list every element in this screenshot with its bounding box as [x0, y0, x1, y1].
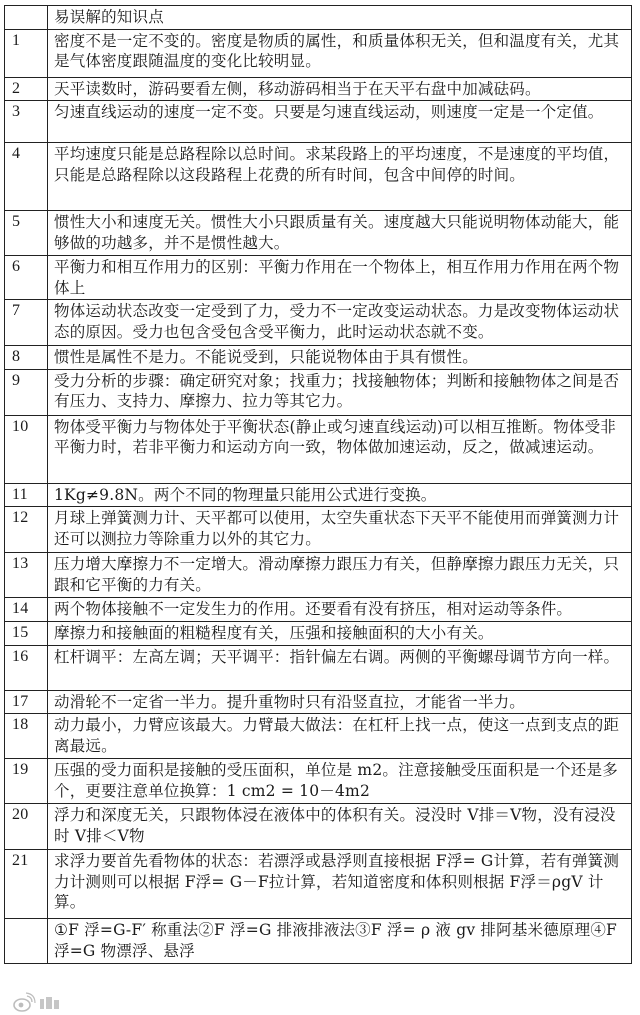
row-text: 物体运动状态改变一定受到了力，受力不一定改变运动状态。力是改变物体运动状态的原因。受力也包含受包含受平衡力，此时运动状态就不变。 — [48, 300, 632, 346]
table-row — [5, 553, 632, 598]
row-text: 匀速直线运动的速度一定不变。只要是匀速直线运动，则速度一定是一个定值。 — [48, 101, 632, 143]
table-row — [5, 346, 632, 370]
row-number: 20 — [5, 804, 48, 850]
table-row — [5, 850, 632, 919]
table-row — [5, 507, 632, 553]
row-number: 5 — [5, 211, 48, 256]
row-text: 惯性是属性不是力。不能说受到，只能说物体由于具有惯性。 — [48, 346, 632, 370]
row-number: 3 — [5, 101, 48, 143]
row-text: 动力最小，力臂应该最大。力臂最大做法：在杠杆上找一点，使这一点到支点的距离最远。 — [48, 714, 632, 759]
row-number: 12 — [5, 507, 48, 553]
table-row — [5, 714, 632, 759]
table-row — [5, 483, 632, 507]
row-text: 平均速度只能是总路程除以总时间。求某段路上的平均速度，不是速度的平均值，只能是总路程除以这段路程上花费的所有时间，包含中间停的时间。 — [48, 143, 632, 211]
row-number: 14 — [5, 598, 48, 622]
row-number: 8 — [5, 346, 48, 370]
row-text: 1Kg≠9.8N。两个不同的物理量只能用公式进行变换。 — [48, 483, 632, 507]
row-number: 2 — [5, 77, 48, 101]
row-number: 15 — [5, 621, 48, 645]
row-number: 11 — [5, 483, 48, 507]
weibo-logo-icon — [12, 991, 88, 1015]
row-text: 惯性大小和速度无关。惯性大小只跟质量有关。速度越大只能说明物体动能大，能够做的功越多，并不是惯性越大。 — [48, 211, 632, 256]
row-text: 受力分析的步骤：确定研究对象；找重力；找接触物体；判断和接触物体之间是否有压力、支持力、摩擦力、拉力等其它力。 — [48, 369, 632, 415]
row-number: 17 — [5, 690, 48, 714]
row-text: 浮力和深度无关，只跟物体浸在液体中的体积有关。浸没时 V排＝V物，没有浸没时 V排＜V物 — [48, 804, 632, 850]
row-text: 杠杆调平：左高左调；天平调平：指针偏左右调。两侧的平衡螺母调节方向一样。 — [48, 645, 632, 690]
table-row — [5, 759, 632, 804]
row-text: 动滑轮不一定省一半力。提升重物时只有沿竖直拉，才能省一半力。 — [48, 690, 632, 714]
table-row — [5, 621, 632, 645]
table-row — [5, 415, 632, 483]
row-text: 月球上弹簧测力计、天平都可以使用，太空失重状态下天平不能使用而弹簧测力计还可以测拉力等除重力以外的其它力。 — [48, 507, 632, 553]
table-row — [5, 29, 632, 77]
row-text: 求浮力要首先看物体的状态：若漂浮或悬浮则直接根据 F浮= G计算，若有弹簧测力计测则可以根据 F浮= G－F拉计算，若知道密度和体积则根据 F浮＝ρgV 计算。 — [48, 850, 632, 919]
row-text: ①F 浮=G-F′ 称重法②F 浮=G 排液排液法③F 浮= ρ 液 gv 排阿基米德原理④F 浮=G 物漂浮、悬浮 — [48, 919, 632, 964]
knowledge-table-body — [5, 6, 632, 964]
row-number: 18 — [5, 714, 48, 759]
row-number: 21 — [5, 850, 48, 919]
knowledge-table-page — [4, 5, 631, 964]
table-row — [5, 143, 632, 211]
table-row — [5, 690, 632, 714]
row-text: 平衡力和相互作用力的区别：平衡力作用在一个物体上，相互作用力作用在两个物体上 — [48, 256, 632, 300]
table-row — [5, 919, 632, 964]
table-row — [5, 369, 632, 415]
row-number: 1 — [5, 29, 48, 77]
table-row — [5, 598, 632, 622]
knowledge-table — [4, 5, 632, 964]
row-number: 6 — [5, 256, 48, 300]
row-number: 13 — [5, 553, 48, 598]
row-number: 7 — [5, 300, 48, 346]
table-row — [5, 211, 632, 256]
table-row — [5, 77, 632, 101]
row-number: 19 — [5, 759, 48, 804]
table-row — [5, 804, 632, 850]
row-text: 物体受平衡力与物体处于平衡状态(静止或匀速直线运动)可以相互推断。物体受非平衡力时，若非平衡力和运动方向一致，物体做加速运动，反之，做减速运动。 — [48, 415, 632, 483]
row-number: 4 — [5, 143, 48, 211]
row-number: 10 — [5, 415, 48, 483]
table-title: 易误解的知识点 — [48, 6, 632, 30]
row-text: 两个物体接触不一定发生力的作用。还要看有没有挤压，相对运动等条件。 — [48, 598, 632, 622]
row-text: 摩擦力和接触面的粗糙程度有关，压强和接触面积的大小有关。 — [48, 621, 632, 645]
row-text: 天平读数时，游码要看左侧，移动游码相当于在天平右盘中加减砝码。 — [48, 77, 632, 101]
table-row — [5, 645, 632, 690]
row-number — [5, 919, 48, 964]
row-number: 9 — [5, 369, 48, 415]
row-text: 密度不是一定不变的。密度是物质的属性，和质量体积无关，但和温度有关，尤其是气体密度跟随温度的变化比较明显。 — [48, 29, 632, 77]
row-text: 压力增大摩擦力不一定增大。滑动摩擦力跟压力有关，但静摩擦力跟压力无关，只跟和它平衡的力有关。 — [48, 553, 632, 598]
table-row — [5, 101, 632, 143]
table-row — [5, 256, 632, 300]
row-text: 压强的受力面积是接触的受压面积，单位是 m2。注意接触受压面积是一个还是多个，更要注意单位换算：1 cm2 = 10－4m2 — [48, 759, 632, 804]
header-num-cell — [5, 6, 48, 30]
row-number: 16 — [5, 645, 48, 690]
table-header-row — [5, 6, 632, 30]
table-row — [5, 300, 632, 346]
